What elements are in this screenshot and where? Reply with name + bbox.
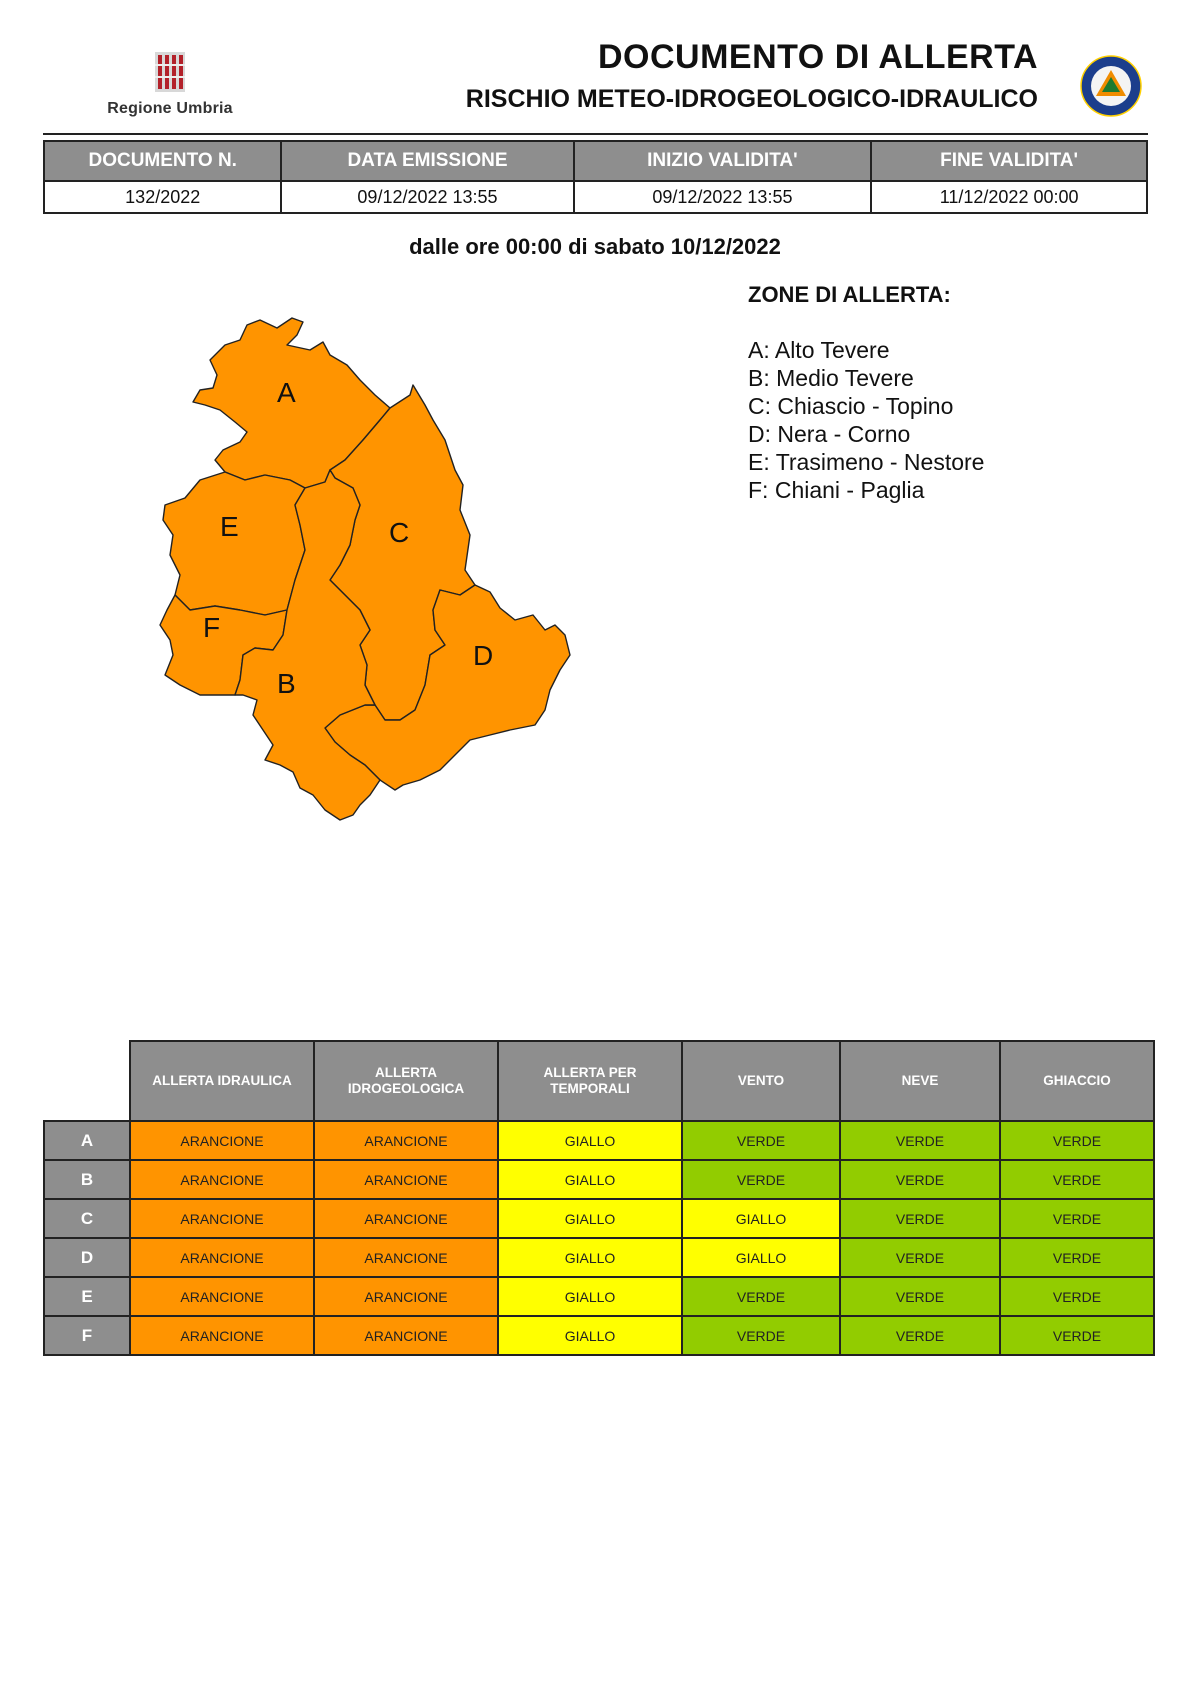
info-value-row: [44, 181, 1147, 213]
map-label-f: F: [203, 612, 221, 643]
zone-cell: C: [44, 1199, 130, 1238]
alert-level-cell: VERDE: [840, 1121, 1000, 1160]
header-validity-end: FINE VALIDITA': [871, 141, 1147, 181]
table-row: [44, 1238, 1154, 1277]
alert-level-cell: VERDE: [1000, 1316, 1154, 1355]
alert-header-row: [44, 1041, 1154, 1121]
table-row: [44, 1121, 1154, 1160]
alert-level-cell: VERDE: [1000, 1160, 1154, 1199]
legend-item: F: Chiani - Paglia: [748, 477, 925, 503]
alert-level-cell: VERDE: [682, 1277, 840, 1316]
validity-end: 11/12/2022 00:00: [871, 181, 1147, 213]
table-row: [44, 1160, 1154, 1199]
alert-level-cell: VERDE: [840, 1238, 1000, 1277]
alert-level-cell: VERDE: [840, 1199, 1000, 1238]
alert-level-cell: ARANCIONE: [314, 1277, 498, 1316]
legend-item: B: Medio Tevere: [748, 365, 914, 391]
alert-level-cell: ARANCIONE: [130, 1160, 314, 1199]
alert-level-cell: ARANCIONE: [130, 1316, 314, 1355]
alert-level-cell: VERDE: [840, 1277, 1000, 1316]
alert-level-cell: GIALLO: [498, 1199, 682, 1238]
alert-level-cell: ARANCIONE: [130, 1121, 314, 1160]
info-header-row: [44, 141, 1147, 181]
region-name: Regione Umbria: [107, 100, 233, 117]
alert-level-cell: ARANCIONE: [130, 1277, 314, 1316]
table-row: [44, 1277, 1154, 1316]
document-number: 132/2022: [44, 181, 281, 213]
header-document-number: DOCUMENTO N.: [44, 141, 281, 181]
header-thunderstorm-alert: ALLERTA PER TEMPORALI: [498, 1041, 682, 1121]
zone-cell: D: [44, 1238, 130, 1277]
alert-level-cell: VERDE: [1000, 1121, 1154, 1160]
alert-header-corner: [44, 1041, 130, 1121]
legend-item: D: Nera - Corno: [748, 421, 911, 447]
zone-legend: [748, 336, 984, 504]
zone-cell: E: [44, 1277, 130, 1316]
header-validity-start: INIZIO VALIDITA': [574, 141, 872, 181]
map-label-a: A: [277, 377, 296, 408]
alert-table-body: [44, 1121, 1154, 1355]
header-snow: NEVE: [840, 1041, 1000, 1121]
map-label-c: C: [389, 517, 410, 548]
umbria-emblem-icon: [155, 52, 185, 92]
table-row: [44, 1316, 1154, 1355]
validity-start: 09/12/2022 13:55: [574, 181, 872, 213]
map-label-d: D: [473, 640, 494, 671]
header-divider: [43, 133, 1148, 135]
alert-level-cell: ARANCIONE: [314, 1199, 498, 1238]
zone-cell: A: [44, 1121, 130, 1160]
alert-level-cell: GIALLO: [498, 1316, 682, 1355]
map-zone-e: [163, 472, 305, 615]
zone-legend-title: ZONE DI ALLERTA:: [748, 282, 951, 307]
alert-level-cell: GIALLO: [498, 1121, 682, 1160]
table-row: [44, 1199, 1154, 1238]
header-hydraulic-alert: ALLERTA IDRAULICA: [130, 1041, 314, 1121]
alert-level-cell: ARANCIONE: [314, 1316, 498, 1355]
alert-level-cell: GIALLO: [498, 1160, 682, 1199]
alert-level-cell: GIALLO: [498, 1238, 682, 1277]
alert-level-cell: ARANCIONE: [314, 1238, 498, 1277]
alert-level-cell: VERDE: [1000, 1277, 1154, 1316]
document-title: DOCUMENTO DI ALLERTA: [597, 38, 1038, 76]
legend-item: A: Alto Tevere: [748, 337, 890, 363]
protezione-civile-logo-icon: [1080, 55, 1142, 117]
map-label-b: B: [277, 668, 296, 699]
document-info-table: [43, 140, 1148, 214]
alert-level-cell: VERDE: [840, 1316, 1000, 1355]
alert-level-cell: VERDE: [682, 1121, 840, 1160]
alert-zone-map: [155, 310, 625, 880]
alert-level-cell: ARANCIONE: [314, 1160, 498, 1199]
region-logo: [90, 52, 250, 118]
header-hydrogeological-alert: ALLERTA IDROGEOLOGICA: [314, 1041, 498, 1121]
map-label-e: E: [220, 511, 239, 542]
legend-item: C: Chiascio - Topino: [748, 393, 954, 419]
alert-level-cell: ARANCIONE: [130, 1199, 314, 1238]
header-wind: VENTO: [682, 1041, 840, 1121]
header-ice: GHIACCIO: [1000, 1041, 1154, 1121]
alert-level-cell: GIALLO: [682, 1238, 840, 1277]
legend-item: E: Trasimeno - Nestore: [748, 449, 985, 475]
zone-cell: F: [44, 1316, 130, 1355]
alert-level-cell: GIALLO: [498, 1277, 682, 1316]
header-issue-date: DATA EMISSIONE: [281, 141, 573, 181]
alert-level-cell: ARANCIONE: [314, 1121, 498, 1160]
document-subtitle: RISCHIO METEO-IDROGEOLOGICO-IDRAULICO: [465, 85, 1038, 113]
zone-cell: B: [44, 1160, 130, 1199]
umbria-map: [155, 310, 625, 880]
validity-period-text: dalle ore 00:00 di sabato 10/12/2022: [409, 234, 781, 259]
alert-level-cell: VERDE: [682, 1160, 840, 1199]
alert-level-cell: VERDE: [1000, 1238, 1154, 1277]
alert-level-table: [43, 1040, 1155, 1356]
issue-date: 09/12/2022 13:55: [281, 181, 573, 213]
alert-level-cell: GIALLO: [682, 1199, 840, 1238]
alert-level-cell: VERDE: [1000, 1199, 1154, 1238]
alert-level-cell: ARANCIONE: [130, 1238, 314, 1277]
alert-level-cell: VERDE: [840, 1160, 1000, 1199]
alert-level-cell: VERDE: [682, 1316, 840, 1355]
